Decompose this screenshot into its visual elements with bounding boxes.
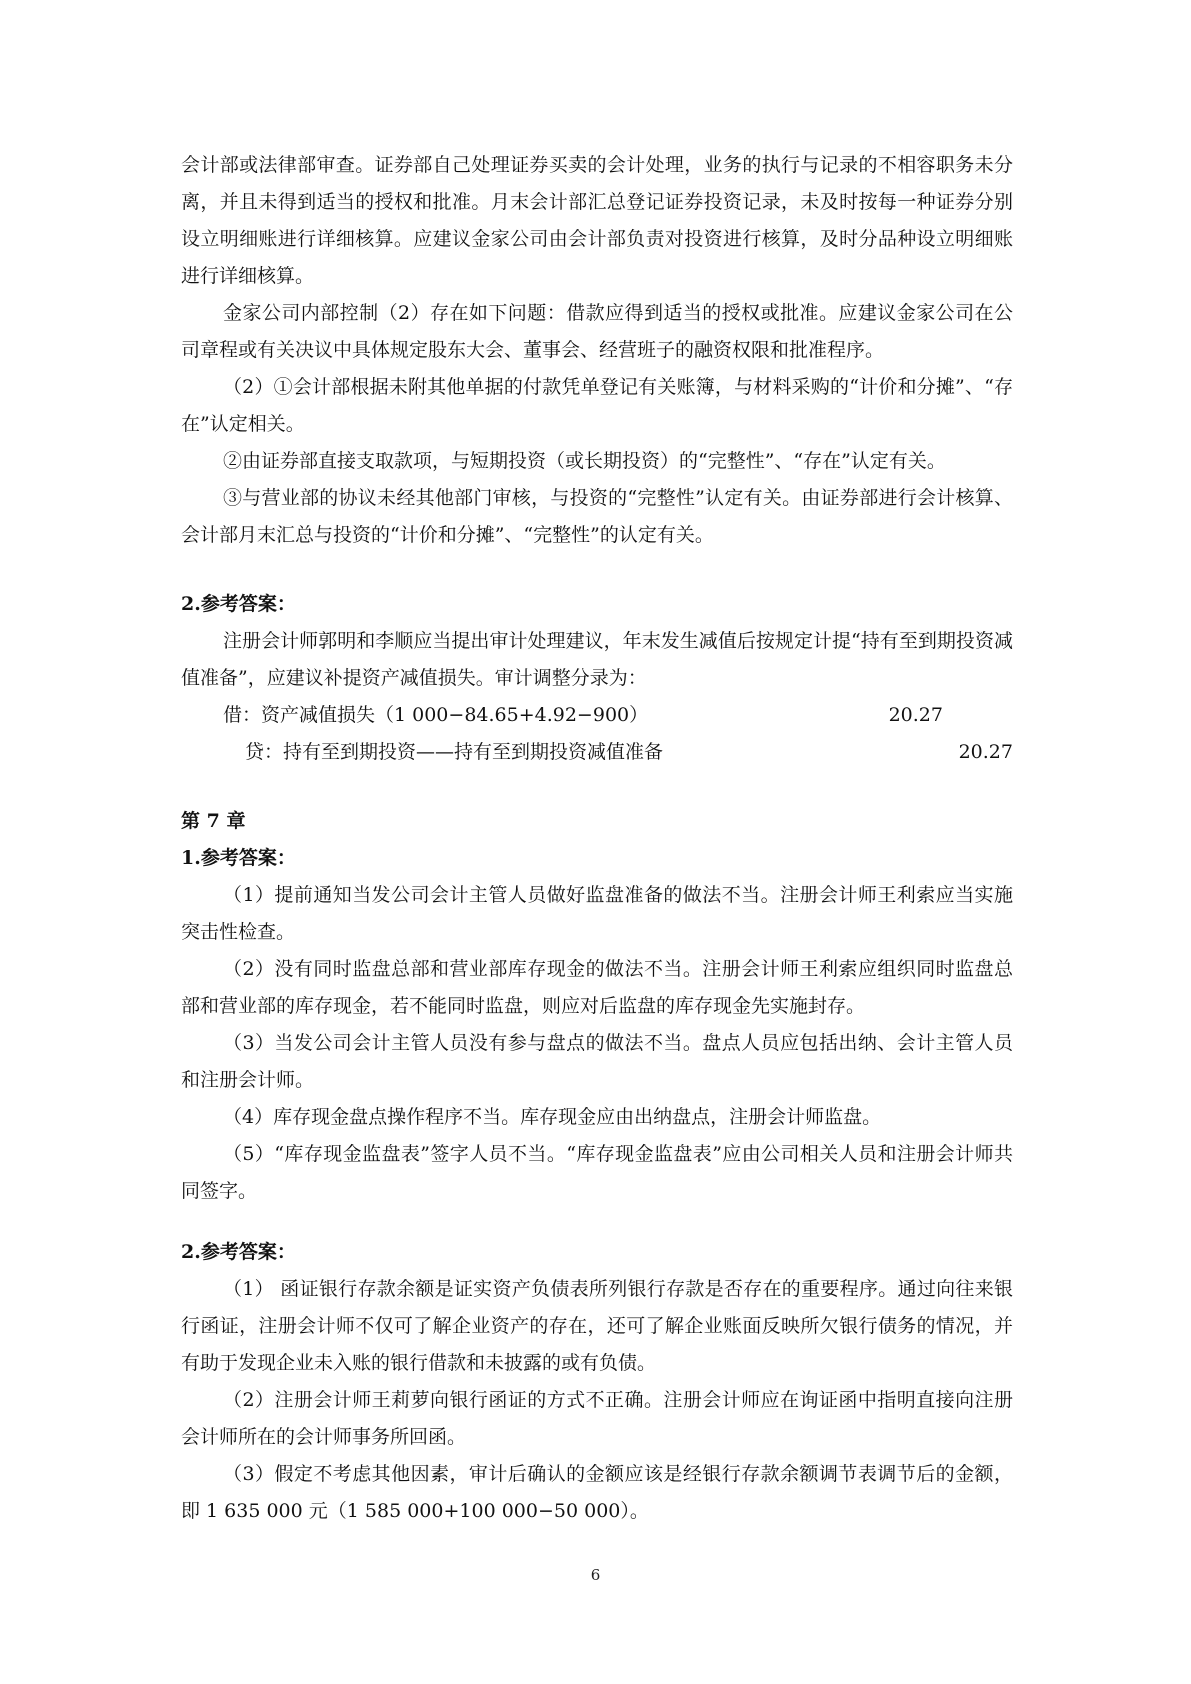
paragraph: ③与营业部的协议未经其他部门审核，与投资的“完整性”认定有关。由证券部进行会计核算、会计部月末汇总与投资的“计价和分摊”、“完整性”的认定有关。 [181, 487, 1013, 546]
list-item: （4）库存现金盘点操作程序不当。库存现金应由出纳盘点，注册会计师监盘。 [223, 1106, 882, 1128]
section-heading: 2.参考答案： [181, 1241, 296, 1263]
debit-label: 借：资产减值损失（1 000−84.65+4.92−900） [223, 704, 649, 726]
paragraph: （2）①会计部根据未附其他单据的付款凭单登记有关账簿，与材料采购的“计价和分摊”、“存在”认定相关。 [181, 376, 1013, 435]
journal-entry-debit [181, 697, 943, 734]
list-item: （3）当发公司会计主管人员没有参与盘点的做法不当。盘点人员应包括出纳、会计主管人员和注册会计师。 [181, 1032, 1013, 1091]
paragraph: ②由证券部直接支取款项，与短期投资（或长期投资）的“完整性”、“存在”认定有关。 [223, 450, 946, 472]
list-item: （1）提前通知当发公司会计主管人员做好监盘准备的做法不当。注册会计师王利索应当实施突击性检查。 [181, 884, 1013, 943]
list-item: （2）没有同时监盘总部和营业部库存现金的做法不当。注册会计师王利索应组织同时监盘总部和营业部的库存现金，若不能同时监盘，则应对后监盘的库存现金先实施封存。 [181, 958, 1013, 1017]
paragraph: 会计部或法律部审查。证券部自己处理证券买卖的会计处理，业务的执行与记录的不相容职务未分离，并且未得到适当的授权和批准。月末会计部汇总登记证券投资记录，未及时按每一种证券分别设立明细账进行详细核算。应建议金家公司由会计部负责对投资进行核算，及时分品种设立明细账进行详细核算。 [181, 154, 1013, 287]
list-item: （1） 函证银行存款余额是证实资产负债表所列银行存款是否存在的重要程序。通过向往来银行函证，注册会计师不仅可了解企业资产的存在，还可了解企业账面反映所欠银行债务的情况，并有助于发现企业未入账的银行借款和未披露的或有负债。 [181, 1278, 1013, 1374]
page-content [181, 147, 1013, 1530]
paragraph: 注册会计师郭明和李顺应当提出审计处理建议，年末发生减值后按规定计提“持有至到期投资减值准备”，应建议补提资产减值损失。审计调整分录为： [181, 630, 1013, 689]
page-number: 6 [590, 1566, 601, 1584]
list-item: （5）“库存现金监盘表”签字人员不当。“库存现金监盘表”应由公司相关人员和注册会计师共同签字。 [181, 1143, 1013, 1202]
chapter-title: 第 7 章 [181, 810, 246, 832]
section-heading: 1.参考答案： [181, 847, 296, 869]
credit-label: 贷：持有至到期投资——持有至到期投资减值准备 [245, 741, 664, 763]
paragraph: 金家公司内部控制（2）存在如下问题：借款应得到适当的授权或批准。应建议金家公司在公司章程或有关决议中具体规定股东大会、董事会、经营班子的融资权限和批准程序。 [181, 302, 1013, 361]
list-item: （3）假定不考虑其他因素，审计后确认的金额应该是经银行存款余额调节表调节后的金额，即 1 635 000 元（1 585 000+100 000−50 000）。 [181, 1463, 1013, 1522]
list-item: （2）注册会计师王莉萝向银行函证的方式不正确。注册会计师应在询证函中指明直接向注册会计师所在的会计师事务所回函。 [181, 1389, 1013, 1448]
section-heading: 2.参考答案： [181, 593, 296, 615]
journal-entry-credit [181, 734, 1013, 771]
credit-amount: 20.27 [958, 741, 1013, 763]
debit-amount: 20.27 [888, 704, 943, 726]
